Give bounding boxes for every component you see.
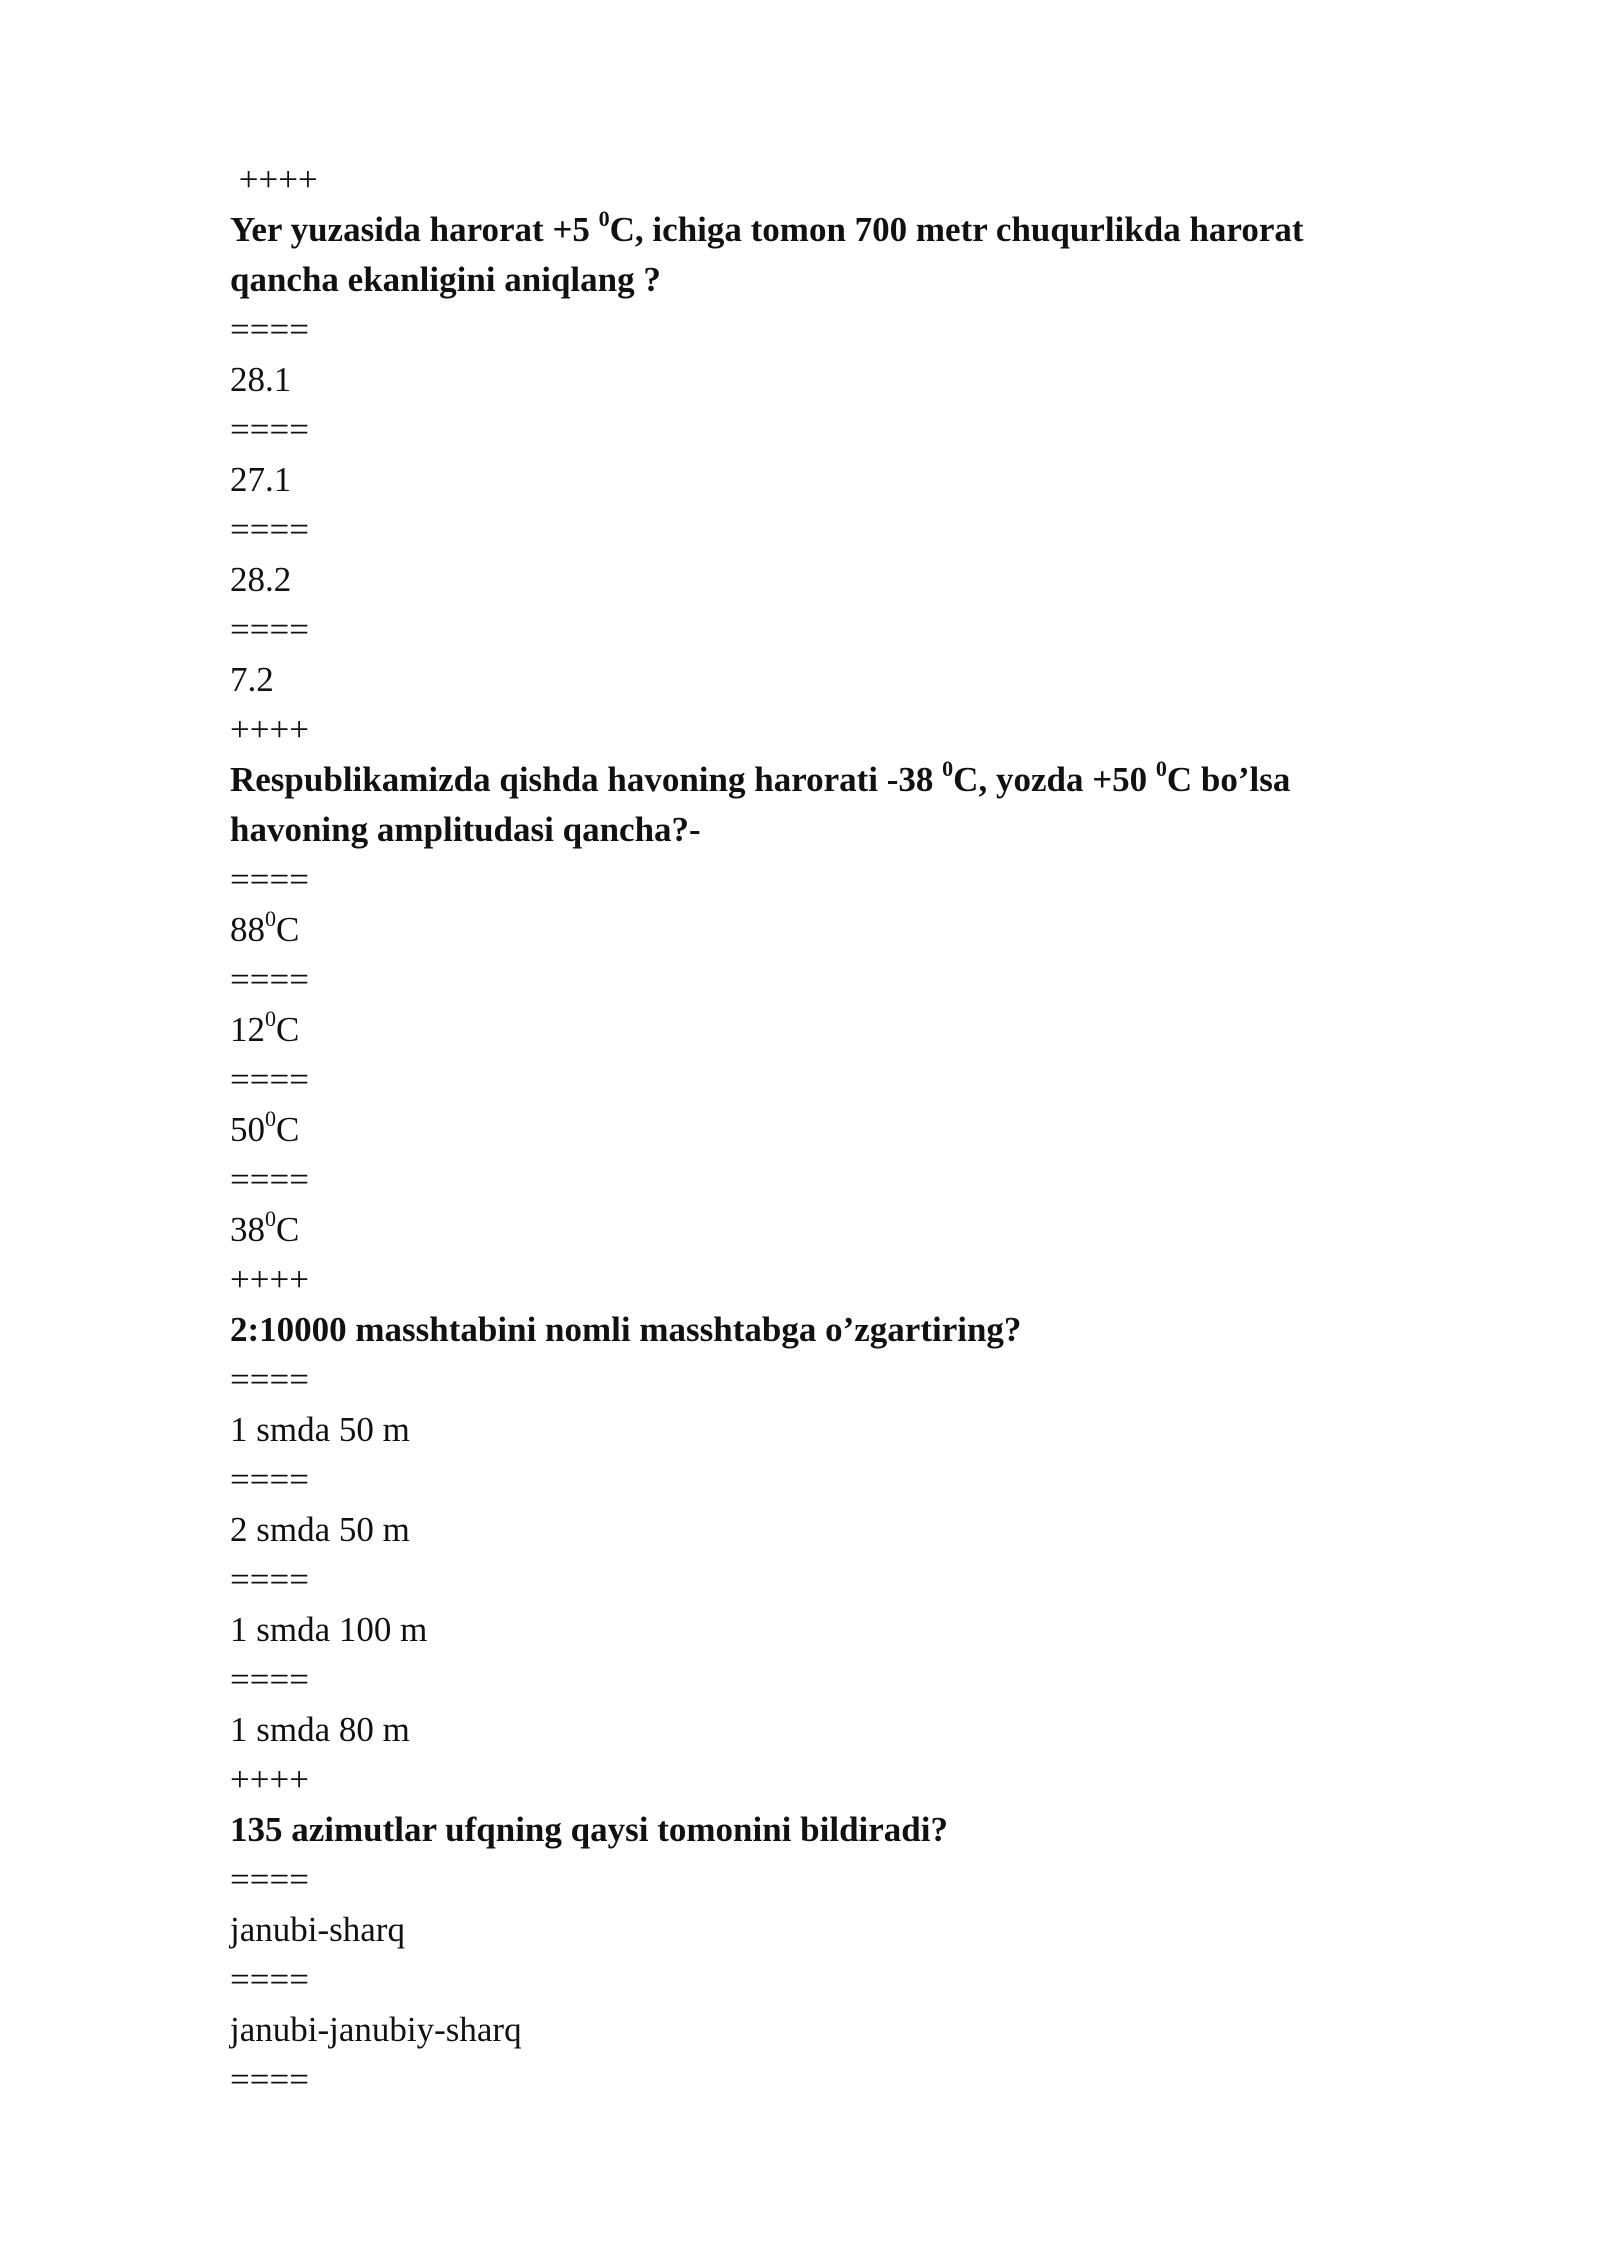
question-marker-text: ++++: [230, 710, 309, 749]
answer-option: [230, 2005, 1410, 2055]
question-text: havoning amplitudasi qancha?-: [230, 810, 701, 849]
option-separator: [230, 1555, 1410, 1605]
answer-option: [230, 905, 1410, 955]
option-separator: [230, 1355, 1410, 1405]
answer-option: [230, 355, 1410, 405]
question-text: 2:10000 masshtabini nomli masshtabga o’zgartiring?: [230, 1310, 1022, 1349]
option-separator-text: ====: [230, 960, 309, 999]
degree-superscript: 0: [265, 1206, 276, 1232]
answer-option: [230, 1205, 1410, 1255]
question-text: Respublikamizda qishda havoning harorati -38: [230, 760, 943, 799]
question-text-line: [230, 255, 1410, 305]
answer-option-text: 28.1: [230, 360, 292, 399]
option-separator-text: ====: [230, 510, 309, 549]
option-separator: [230, 1655, 1410, 1705]
option-separator-text: ====: [230, 410, 309, 449]
option-separator-text: ====: [230, 2060, 309, 2099]
answer-option-text: 12: [230, 1010, 265, 1049]
option-separator: [230, 855, 1410, 905]
option-separator: [230, 1055, 1410, 1105]
degree-superscript: 0: [265, 1106, 276, 1132]
question-marker-text: ++++: [230, 1760, 309, 1799]
question-marker: [230, 1255, 1410, 1305]
option-separator-text: ====: [230, 1860, 309, 1899]
answer-option: [230, 1505, 1410, 1555]
option-separator-text: ====: [230, 860, 309, 899]
option-separator: [230, 2055, 1410, 2105]
option-separator: [230, 505, 1410, 555]
option-separator: [230, 605, 1410, 655]
answer-option: [230, 1005, 1410, 1055]
question-text-line: [230, 205, 1410, 255]
answer-option: [230, 1905, 1410, 1955]
option-separator: [230, 305, 1410, 355]
question-text: 135 azimutlar ufqning qaysi tomonini bildiradi?: [230, 1810, 948, 1849]
answer-option-text: 28.2: [230, 560, 292, 599]
question-marker: [230, 705, 1410, 755]
question-block: [230, 1255, 1410, 1755]
question-text-line: [230, 755, 1410, 805]
option-separator: [230, 1955, 1410, 2005]
option-separator: [230, 405, 1410, 455]
answer-option-unit: C: [276, 1210, 300, 1249]
degree-superscript: 0: [598, 206, 610, 232]
test-questions-list: [230, 155, 1410, 2105]
question-text: Yer yuzasida harorat +5: [230, 210, 599, 249]
question-marker: [230, 1755, 1410, 1805]
answer-option-text: 88: [230, 910, 265, 949]
answer-option-text: 38: [230, 1210, 265, 1249]
question-marker-text: ++++: [230, 160, 318, 199]
answer-option: [230, 1105, 1410, 1155]
answer-option: [230, 1405, 1410, 1455]
answer-option-text: 1 smda 50 m: [230, 1410, 410, 1449]
option-separator-text: ====: [230, 610, 309, 649]
question-text: C bo’lsa: [1166, 760, 1291, 799]
question-text-line: [230, 805, 1410, 855]
option-separator-text: ====: [230, 1160, 309, 1199]
question-text-line: [230, 1805, 1410, 1855]
option-separator-text: ====: [230, 1960, 309, 1999]
answer-option-unit: C: [276, 1010, 300, 1049]
question-text: C, yozda +50: [953, 760, 1156, 799]
option-separator: [230, 1855, 1410, 1905]
option-separator-text: ====: [230, 1560, 309, 1599]
answer-option-unit: C: [276, 910, 300, 949]
option-separator-text: ====: [230, 1360, 309, 1399]
degree-superscript: 0: [1155, 756, 1167, 782]
answer-option: [230, 1705, 1410, 1755]
option-separator-text: ====: [230, 1660, 309, 1699]
answer-option-text: janubi-janubiy-sharq: [230, 2010, 522, 2049]
answer-option-text: 1 smda 100 m: [230, 1610, 428, 1649]
answer-option-unit: C: [276, 1110, 300, 1149]
degree-superscript: 0: [942, 756, 954, 782]
option-separator-text: ====: [230, 310, 309, 349]
question-marker-text: ++++: [230, 1260, 309, 1299]
question-text: C, ichiga tomon 700 metr chuqurlikda harorat: [609, 210, 1304, 249]
option-separator: [230, 955, 1410, 1005]
answer-option-text: janubi-sharq: [230, 1910, 405, 1949]
answer-option-text: 2 smda 50 m: [230, 1510, 410, 1549]
question-block: [230, 1755, 1410, 2105]
question-text: qancha ekanligini aniqlang ?: [230, 260, 661, 299]
degree-superscript: 0: [265, 1006, 276, 1032]
question-text-line: [230, 1305, 1410, 1355]
answer-option: [230, 1605, 1410, 1655]
answer-option-text: 1 smda 80 m: [230, 1710, 410, 1749]
answer-option: [230, 655, 1410, 705]
question-marker: [230, 155, 1410, 205]
answer-option-text: 50: [230, 1110, 265, 1149]
question-block: [230, 155, 1410, 705]
question-block: [230, 705, 1410, 1255]
option-separator: [230, 1155, 1410, 1205]
answer-option: [230, 455, 1410, 505]
option-separator-text: ====: [230, 1060, 309, 1099]
answer-option: [230, 555, 1410, 605]
degree-superscript: 0: [265, 906, 276, 932]
answer-option-text: 27.1: [230, 460, 292, 499]
option-separator-text: ====: [230, 1460, 309, 1499]
answer-option-text: 7.2: [230, 660, 274, 699]
option-separator: [230, 1455, 1410, 1505]
